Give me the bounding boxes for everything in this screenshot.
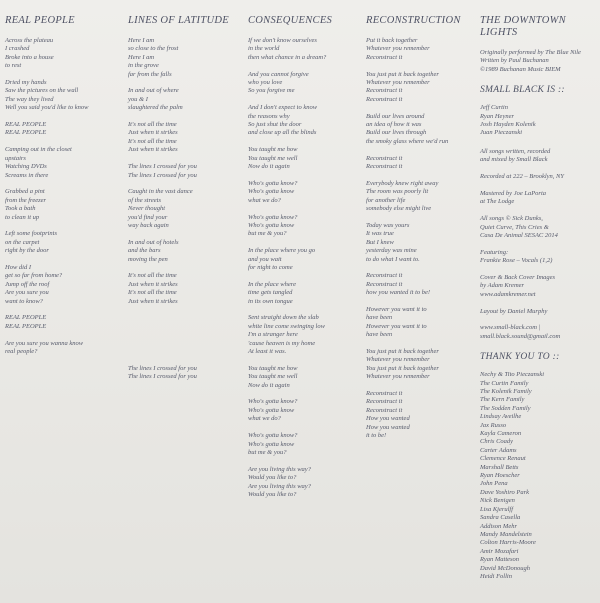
song-lyrics: Across the plateau I crashed Broke into a house to rest Dried my hands Saw the pictures on the wall The way they lived Well you said you'd like to know REAL PEOPLE REAL PEOPLE Camping out in the closet upstairs Watching DVDs Screams in there Grabbed a pint from the freezer Took a bath to clean it up Left some footprints on the carpet right by the door How did I get so far from home? Jump off the roof Are you sure you want to know? REAL PEOPLE REAL PEOPLE Are you sure you wanna know real people? <box>5 37 89 356</box>
band-members: Jeff Curtin Ryan Heyner Josh Hayden Kolenik Juan Pieczanski <box>480 104 536 137</box>
song-title: CONSEQUENCES <box>248 15 333 26</box>
column-reconstruction <box>366 15 484 441</box>
song-lyrics: Put it back together Whatever you remember Reconstruct it You just put it back together Whatever you remember Reconstruct it Reconstruct it Build our lives around an idea of how it was Build our lives through the smoky glass where we'd run Reconstruct it Reconstruct it Everybody knew right away The room was poorly lit for another life somebody else might live Today was yours It was true But I knew yesterday was mine to do what I want to. Reconstruct it Reconstruct it how you wanted it to be! However you want it to have been However you want it to have been You just put it back together Whatever you remember You just put it back together Whatever you remember Reconstruct it Reconstruct it Reconstruct it How you wanted How you wanted it to be! <box>366 37 449 440</box>
song-title: REAL PEOPLE <box>5 15 75 26</box>
band-heading: SMALL BLACK IS :: <box>480 85 565 96</box>
column-credits <box>480 15 598 581</box>
cover-credit: Originally performed by The Blue Nile Written by Paul Buchanan ©1989 Buchanan Music BIEM <box>480 49 581 73</box>
credits-title: THE DOWNTOWN LIGHTS <box>480 15 566 38</box>
column-real-people <box>5 15 123 356</box>
column-consequences <box>248 15 366 499</box>
song-title: LINES OF LATITUDE <box>128 15 229 26</box>
column-lines-of-latitude <box>128 15 246 382</box>
production-credits: All songs written, recorded and mixed by Small Black Recorded at 222 – Brooklyn, NY Mastered by Joe LaPorta at The Lodge All songs © Sick Dunks, Quiet Curve, This Cries & Casa De Animal SESAC 2014 Featuring: Frankie Rose – Vocals (1,2) Cover & Back Cover Images by Adam Kremer www.adamkremer.net Layout by Daniel Murphy www.small-black.com | small.black.sound@gmail.com <box>480 147 565 340</box>
thanks-heading: THANK YOU TO :: <box>480 352 560 363</box>
song-lyrics: Here I am so close to the frost Here I am in the grove far from the falls In and out of where you & I slaughtered the palm It's not all the time Just when it strikes It's not all the time Just when it strikes The lines I crossed for you The lines I crossed for you Caught in the vast dance of the streets Never thought you'd find your way back again In and out of hotels and the bars moving the pen It's not all the time Just when it strikes It's not all the time Just when it strikes The lines I crossed for you The lines I crossed for you <box>128 37 197 381</box>
song-title: RECONSTRUCTION <box>366 15 461 26</box>
song-lyrics: If we don't know ourselves in the world then what chance in a dream? And you cannot forgive who you love So you forgive me And I don't expect to know the reasons why So just shut the door and close up all the blinds You taught me how You taught me well Now do it again Who's gotta know? Who's gotta know what we do? Who's gotta know? Who's gotta know but me & you? In the place where you go and you wait for night to come In the place where time gets tangled in its own tongue Sent straight down the slab white line come swinging low I'm a stranger here 'cause heaven is my home At least it was. You taught me how You taught me well Now do it again Who's gotta know? Who's gotta know what we do? Who's gotta know? Who's gotta know but me & you? Are you living this way? Would you like to? Are you living this way? Would you like to? <box>248 37 327 498</box>
thanks-list: Nechy & Tito Pieczanski The Curtin Family The Kolenik Family The Kern Family The Sodden Family Lindsay Aveilhe Jax Russo Kayla Cameron Chris Coady Carter Adams Clemence Renaut Marshall Betts Ryan Hoescher John Pena Dave Yoshiro Park Nick Benigen Lisa Kjerulff Sandra Casella Addison Mehr Mandy Mandelstein Colton Harris-Moore Amir Mozafari Ryan Matteson David McDonough Heidi Follin <box>480 371 545 580</box>
